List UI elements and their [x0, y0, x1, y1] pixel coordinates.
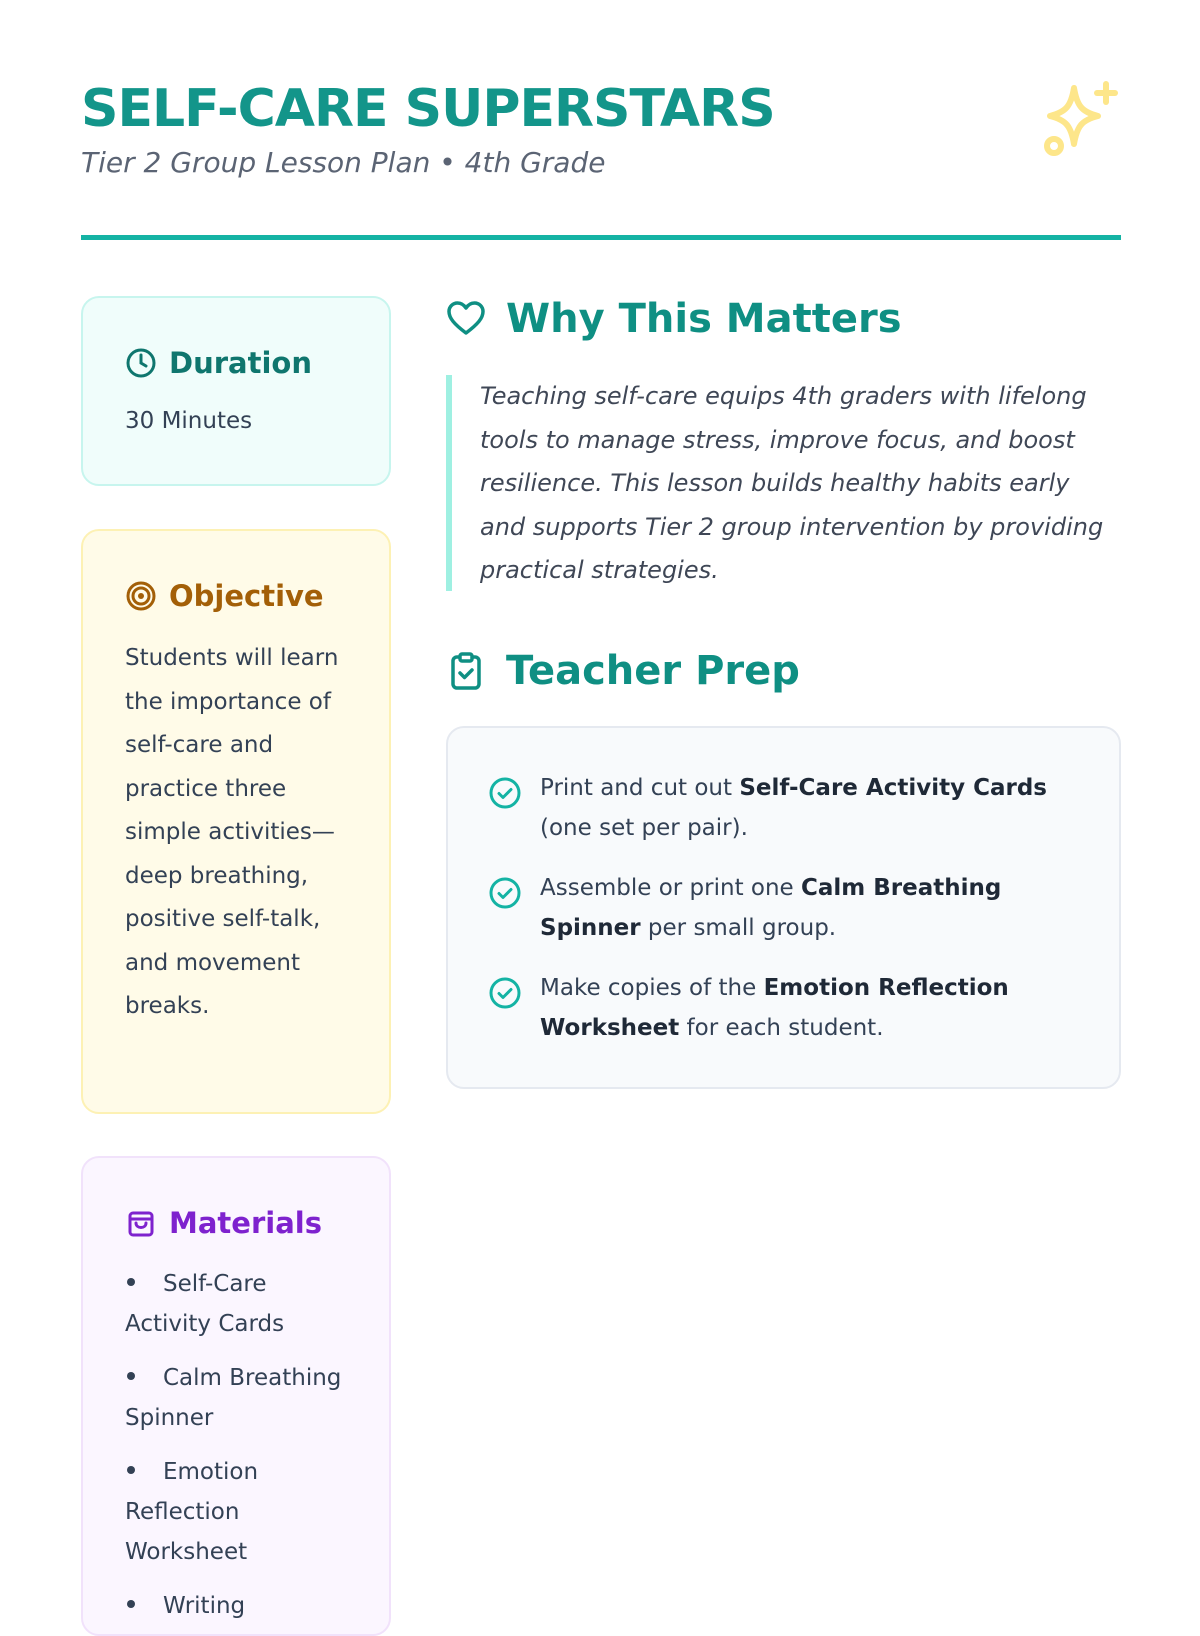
duration-value: 30 Minutes — [125, 408, 253, 434]
clipboard-check-icon — [446, 651, 486, 691]
check-circle-icon — [488, 876, 522, 910]
why-title: Why This Matters — [506, 296, 902, 342]
header-divider — [81, 235, 1121, 240]
duration-card — [81, 296, 391, 486]
prep-checklist — [446, 726, 1121, 1089]
list-item: Assemble or print one Calm Breathing Spinner per small group. — [488, 868, 1079, 948]
prep-heading — [446, 648, 800, 694]
materials-heading — [125, 1206, 349, 1240]
shopping-bag-icon — [125, 1207, 157, 1239]
list-item: Self-Care Activity Cards — [125, 1271, 285, 1337]
sparkles-icon — [1040, 80, 1120, 160]
objective-text: Students will learn the importance of self-care and practice three simple activities—deep breathing, positive self-talk, and movement breaks. — [125, 645, 339, 1019]
check-circle-icon — [488, 976, 522, 1010]
duration-heading — [125, 346, 349, 380]
why-quote — [446, 375, 1116, 591]
materials-card — [81, 1156, 391, 1636]
prep-title: Teacher Prep — [506, 648, 800, 694]
page-subtitle: Tier 2 Group Lesson Plan • 4th Grade — [81, 146, 606, 180]
list-item: Writing — [125, 1586, 349, 1626]
objective-title: Objective — [169, 579, 324, 613]
target-icon — [125, 580, 157, 612]
materials-title: Materials — [169, 1206, 322, 1240]
list-item: Calm Breathing Spinner — [125, 1365, 342, 1431]
duration-title: Duration — [169, 346, 312, 380]
page-title: SELF-CARE SUPERSTARS — [81, 79, 775, 139]
objective-heading — [125, 579, 349, 613]
check-circle-icon — [488, 776, 522, 810]
why-heading — [446, 296, 902, 342]
list-item: Make copies of the Emotion Reflection Worksheet for each student. — [488, 968, 1079, 1048]
heart-icon — [446, 299, 486, 339]
list-item: Print and cut out Self-Care Activity Cards (one set per pair). — [488, 768, 1079, 848]
list-item: Emotion Reflection Worksheet — [125, 1459, 259, 1565]
clock-icon — [125, 347, 157, 379]
objective-card — [81, 529, 391, 1114]
why-text: Teaching self-care equips 4th graders with lifelong tools to manage stress, improve focus, and boost resilience. This lesson builds healthy habits early and supports Tier 2 group intervention by providing practical strategies. — [480, 382, 1104, 584]
materials-list — [125, 1264, 349, 1626]
page-header — [81, 78, 1121, 179]
